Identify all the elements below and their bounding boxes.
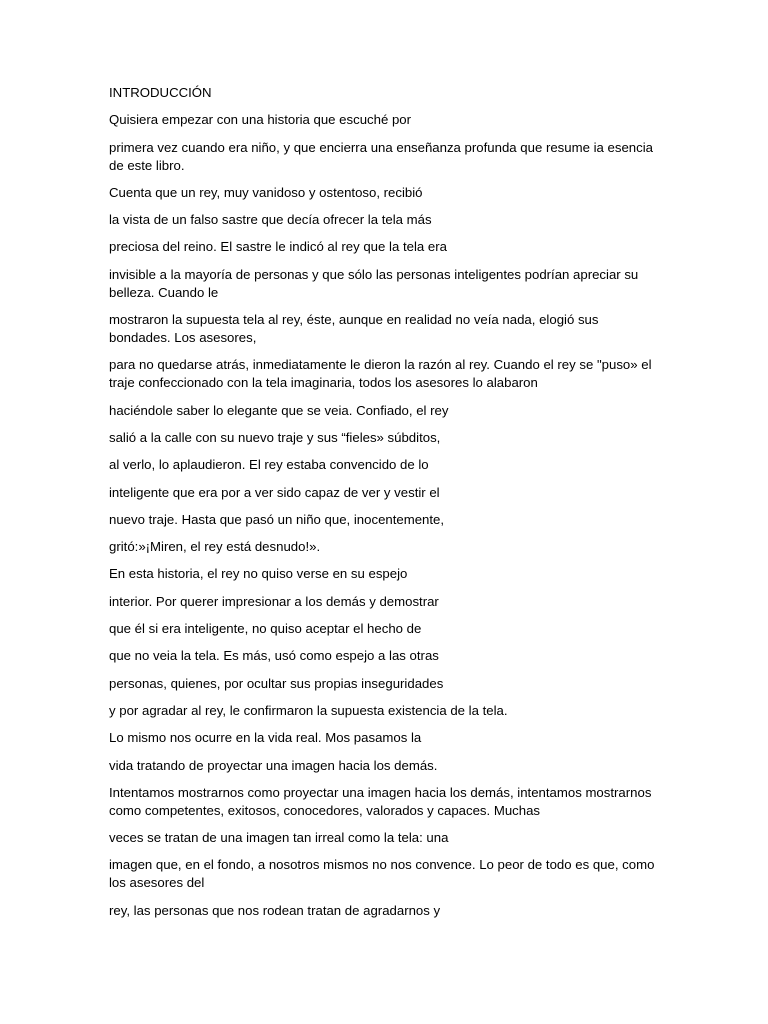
paragraph: Cuenta que un rey, muy vanidoso y ostentoso, recibió — [109, 184, 423, 200]
paragraph: En esta historia, el rey no quiso verse en su espejo — [109, 566, 408, 582]
paragraph: vida tratando de proyectar una imagen hacia los demás. — [109, 757, 438, 773]
paragraph: nuevo traje. Hasta que pasó un niño que, inocentemente, — [109, 511, 445, 527]
paragraph: mostraron la supuesta tela al rey, éste, aunque en realidad no veía nada, elogió sus bondades. Los asesores, — [109, 312, 599, 346]
paragraph: Intentamos mostrarnos como proyectar una imagen hacia los demás, intentamos mostrarnos como competentes, exitosos, conocedores, valorados y capaces. Muchas — [109, 784, 652, 818]
paragraph: primera vez cuando era niño, y que encierra una enseñanza profunda que resume ia esencia de este libro. — [109, 139, 653, 173]
paragraph: preciosa del reino. El sastre le indicó al rey que la tela era — [109, 239, 447, 255]
document-heading: INTRODUCCIÓN — [109, 85, 212, 100]
paragraph: Quisiera empezar con una historia que escuché por — [109, 112, 412, 128]
paragraph: salió a la calle con su nuevo traje y sus “fieles» súbditos, — [109, 429, 441, 445]
paragraph: inteligente que era por a ver sido capaz de ver y vestir el — [109, 484, 440, 500]
paragraph: al verlo, lo aplaudieron. El rey estaba convencido de lo — [109, 457, 429, 473]
paragraph: gritó:»¡Miren, el rey está desnudo!». — [109, 539, 321, 555]
paragraph: personas, quienes, por ocultar sus propias inseguridades — [109, 675, 444, 691]
paragraph: veces se tratan de una imagen tan irreal como la tela: una — [109, 830, 449, 846]
document-page — [109, 84, 661, 929]
paragraph: rey, las personas que nos rodean tratan de agradarnos y — [109, 902, 441, 918]
paragraph: imagen que, en el fondo, a nosotros mismos no nos convence. Lo peor de todo es que, como los asesores del — [109, 857, 655, 891]
paragraph: que no veia la tela. Es más, usó como espejo a las otras — [109, 648, 439, 664]
paragraph: invisible a la mayoría de personas y que sólo las personas inteligentes podrían apreciar su belleza. Cuando le — [109, 266, 639, 300]
paragraph: haciéndole saber lo elegante que se veia. Confiado, el rey — [109, 402, 449, 418]
paragraph: para no quedarse atrás, inmediatamente le dieron la razón al rey. Cuando el rey se "puso» el traje confeccionado con la tela imaginaria, todos los asesores lo alabaron — [109, 357, 652, 391]
paragraph: y por agradar al rey, le confirmaron la supuesta existencia de la tela. — [109, 702, 508, 718]
paragraph: interior. Por querer impresionar a los demás y demostrar — [109, 593, 439, 609]
paragraph: que él si era inteligente, no quiso aceptar el hecho de — [109, 621, 422, 637]
paragraph: la vista de un falso sastre que decía ofrecer la tela más — [109, 212, 432, 228]
paragraph: Lo mismo nos ocurre en la vida real. Mos pasamos la — [109, 730, 422, 746]
